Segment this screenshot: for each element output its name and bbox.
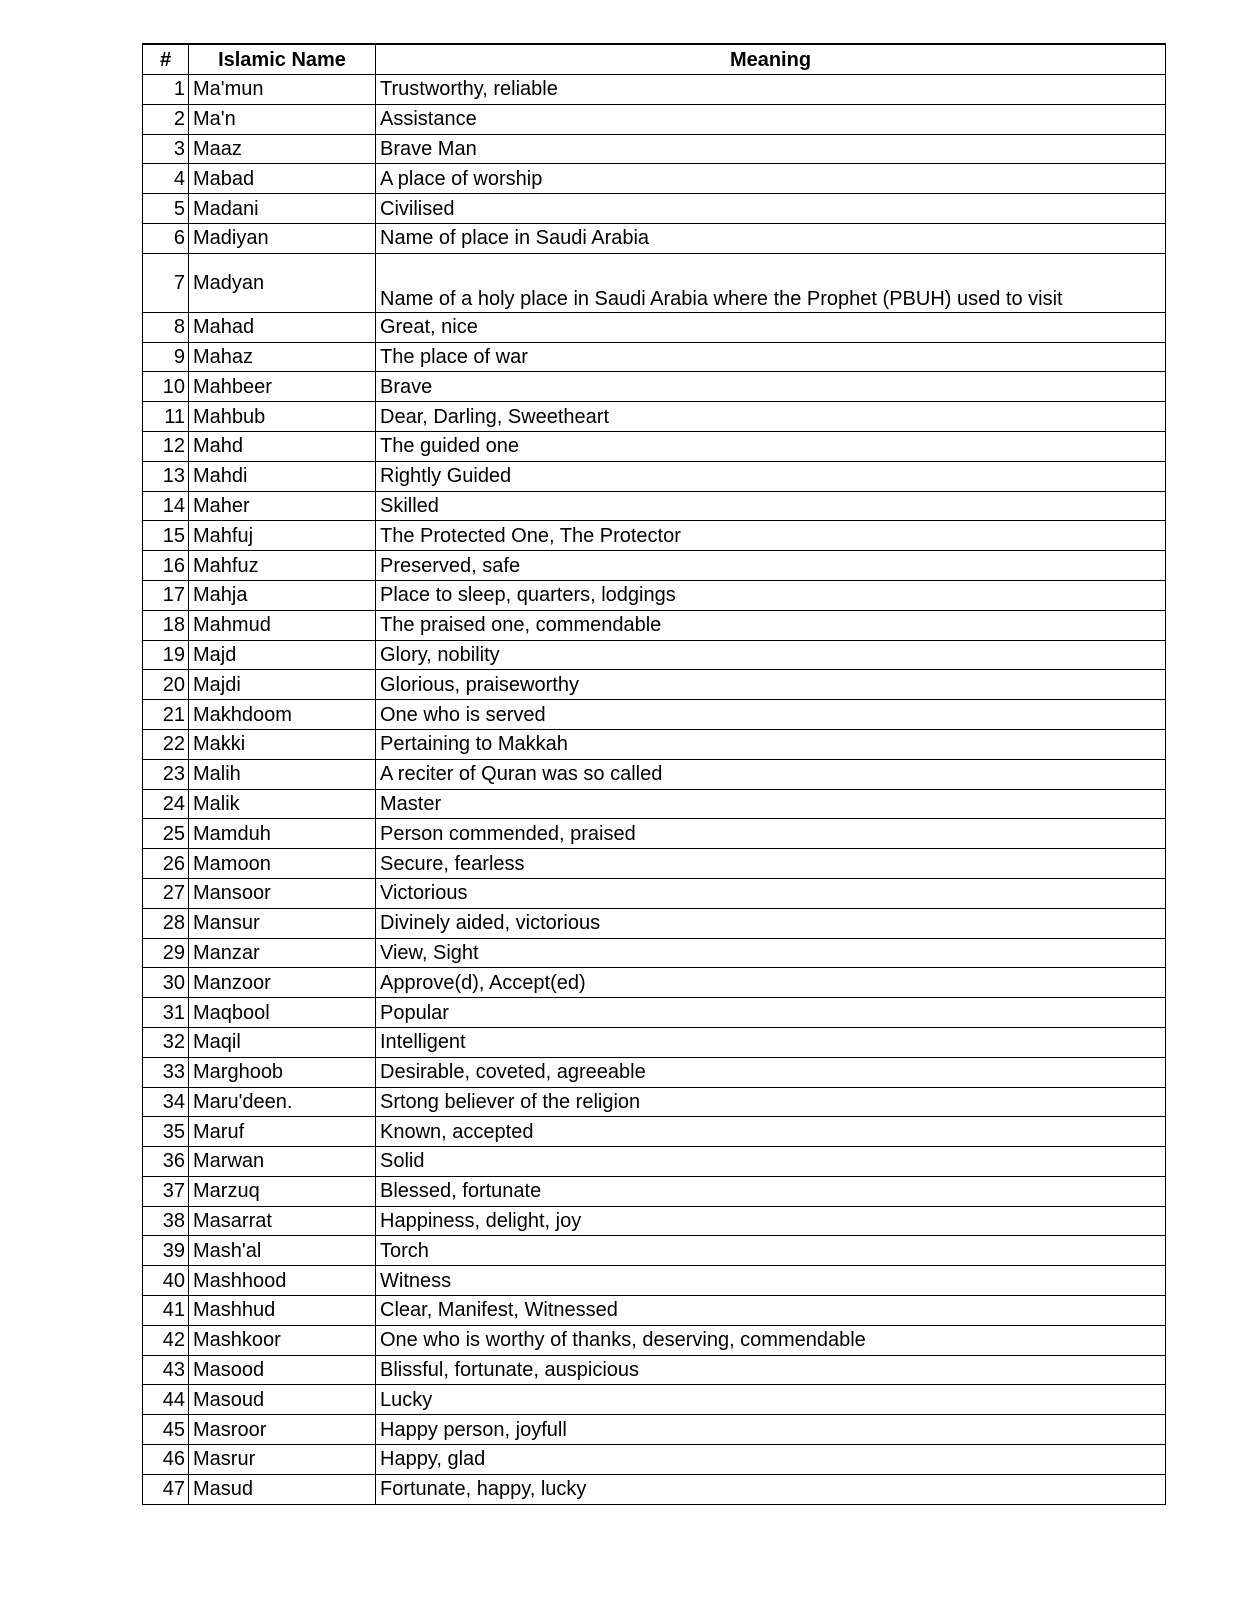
- row-number: 22: [143, 729, 189, 759]
- table-row: [143, 372, 1166, 402]
- name-meaning: The place of war: [376, 342, 1166, 372]
- name-meaning: Assistance: [376, 104, 1166, 134]
- table-row: [143, 729, 1166, 759]
- row-number: 39: [143, 1236, 189, 1266]
- row-number: 33: [143, 1057, 189, 1087]
- islamic-name: Mahfuj: [189, 521, 376, 551]
- name-meaning: Trustworthy, reliable: [376, 75, 1166, 105]
- name-meaning: Fortunate, happy, lucky: [376, 1474, 1166, 1504]
- row-number: 6: [143, 223, 189, 253]
- islamic-name: Masoud: [189, 1385, 376, 1415]
- row-number: 25: [143, 819, 189, 849]
- row-number: 18: [143, 610, 189, 640]
- row-number: 12: [143, 431, 189, 461]
- row-number: 17: [143, 580, 189, 610]
- name-meaning: Happiness, delight, joy: [376, 1206, 1166, 1236]
- row-number: 7: [143, 253, 189, 312]
- name-meaning: Victorious: [376, 878, 1166, 908]
- table-row: [143, 1445, 1166, 1475]
- name-meaning: Place to sleep, quarters, lodgings: [376, 580, 1166, 610]
- islamic-name: Masud: [189, 1474, 376, 1504]
- islamic-name: Maqbool: [189, 998, 376, 1028]
- row-number: 40: [143, 1266, 189, 1296]
- row-number: 26: [143, 849, 189, 879]
- islamic-name: Madyan: [189, 253, 376, 312]
- table-row: [143, 402, 1166, 432]
- table-row: [143, 431, 1166, 461]
- row-number: 2: [143, 104, 189, 134]
- name-meaning: Person commended, praised: [376, 819, 1166, 849]
- islamic-name: Manzar: [189, 938, 376, 968]
- table-row: [143, 1057, 1166, 1087]
- table-row: [143, 878, 1166, 908]
- name-meaning: Intelligent: [376, 1027, 1166, 1057]
- islamic-name: Mashhud: [189, 1296, 376, 1326]
- name-meaning: Brave: [376, 372, 1166, 402]
- table-row: [143, 849, 1166, 879]
- table-row: [143, 461, 1166, 491]
- table-row: [143, 104, 1166, 134]
- islamic-name: Mahmud: [189, 610, 376, 640]
- table-row: [143, 1325, 1166, 1355]
- name-meaning: Pertaining to Makkah: [376, 729, 1166, 759]
- islamic-name: Mahdi: [189, 461, 376, 491]
- table-row: [143, 1206, 1166, 1236]
- name-meaning: Approve(d), Accept(ed): [376, 968, 1166, 998]
- islamic-name: Makki: [189, 729, 376, 759]
- row-number: 19: [143, 640, 189, 670]
- table-row: [143, 938, 1166, 968]
- table-row: [143, 819, 1166, 849]
- name-meaning: Known, accepted: [376, 1117, 1166, 1147]
- name-meaning: Rightly Guided: [376, 461, 1166, 491]
- islamic-name: Madiyan: [189, 223, 376, 253]
- name-meaning: Dear, Darling, Sweetheart: [376, 402, 1166, 432]
- name-meaning: Blissful, fortunate, auspicious: [376, 1355, 1166, 1385]
- table-row: [143, 312, 1166, 342]
- islamic-name: Manzoor: [189, 968, 376, 998]
- islamic-name: Madani: [189, 194, 376, 224]
- islamic-name: Majdi: [189, 670, 376, 700]
- islamic-name: Maqil: [189, 1027, 376, 1057]
- row-number: 44: [143, 1385, 189, 1415]
- name-meaning: A reciter of Quran was so called: [376, 759, 1166, 789]
- table-row: [143, 908, 1166, 938]
- table-row: [143, 1147, 1166, 1177]
- row-number: 20: [143, 670, 189, 700]
- table-row: [143, 1087, 1166, 1117]
- table-row: [143, 164, 1166, 194]
- row-number: 46: [143, 1445, 189, 1475]
- table-row: [143, 75, 1166, 105]
- table-row: [143, 134, 1166, 164]
- name-meaning: Witness: [376, 1266, 1166, 1296]
- column-header-number: #: [143, 44, 189, 75]
- name-meaning: Civilised: [376, 194, 1166, 224]
- row-number: 5: [143, 194, 189, 224]
- name-meaning: Glorious, praiseworthy: [376, 670, 1166, 700]
- islamic-name: Masrur: [189, 1445, 376, 1475]
- islamic-name: Mash'al: [189, 1236, 376, 1266]
- table-row: [143, 194, 1166, 224]
- row-number: 28: [143, 908, 189, 938]
- islamic-name: Makhdoom: [189, 700, 376, 730]
- row-number: 11: [143, 402, 189, 432]
- row-number: 8: [143, 312, 189, 342]
- row-number: 24: [143, 789, 189, 819]
- table-row: [143, 1027, 1166, 1057]
- table-row: [143, 1266, 1166, 1296]
- islamic-name: Mansur: [189, 908, 376, 938]
- table-row: [143, 700, 1166, 730]
- table-row: [143, 998, 1166, 1028]
- row-number: 15: [143, 521, 189, 551]
- islamic-name: Majd: [189, 640, 376, 670]
- row-number: 36: [143, 1147, 189, 1177]
- row-number: 37: [143, 1176, 189, 1206]
- name-meaning: View, Sight: [376, 938, 1166, 968]
- name-meaning: Desirable, coveted, agreeable: [376, 1057, 1166, 1087]
- table-row: [143, 580, 1166, 610]
- table-row: [143, 253, 1166, 312]
- name-meaning: Divinely aided, victorious: [376, 908, 1166, 938]
- table-row: [143, 1355, 1166, 1385]
- name-meaning: Solid: [376, 1147, 1166, 1177]
- islamic-name: Mashhood: [189, 1266, 376, 1296]
- islamic-name: Mamoon: [189, 849, 376, 879]
- islamic-name: Maruf: [189, 1117, 376, 1147]
- islamic-name: Masarrat: [189, 1206, 376, 1236]
- table-row: [143, 1176, 1166, 1206]
- name-meaning: Srtong believer of the religion: [376, 1087, 1166, 1117]
- row-number: 42: [143, 1325, 189, 1355]
- name-meaning: Happy, glad: [376, 1445, 1166, 1475]
- islamic-name: Mahd: [189, 431, 376, 461]
- table-row: [143, 223, 1166, 253]
- islamic-name: Mashkoor: [189, 1325, 376, 1355]
- name-meaning: Secure, fearless: [376, 849, 1166, 879]
- row-number: 10: [143, 372, 189, 402]
- islamic-name: Masroor: [189, 1415, 376, 1445]
- islamic-name: Maaz: [189, 134, 376, 164]
- row-number: 43: [143, 1355, 189, 1385]
- name-meaning: One who is worthy of thanks, deserving, commendable: [376, 1325, 1166, 1355]
- table-row: [143, 759, 1166, 789]
- name-meaning: Brave Man: [376, 134, 1166, 164]
- islamic-name: Mamduh: [189, 819, 376, 849]
- islamic-name: Marzuq: [189, 1176, 376, 1206]
- islamic-name: Mabad: [189, 164, 376, 194]
- islamic-name: Mahaz: [189, 342, 376, 372]
- row-number: 41: [143, 1296, 189, 1326]
- row-number: 34: [143, 1087, 189, 1117]
- islamic-name: Mahbeer: [189, 372, 376, 402]
- row-number: 38: [143, 1206, 189, 1236]
- header-row: [143, 44, 1166, 75]
- table-row: [143, 1385, 1166, 1415]
- name-meaning: Name of a holy place in Saudi Arabia where the Prophet (PBUH) used to visit: [376, 253, 1166, 312]
- row-number: 23: [143, 759, 189, 789]
- islamic-name: Ma'n: [189, 104, 376, 134]
- table-row: [143, 1296, 1166, 1326]
- islamic-name: Maher: [189, 491, 376, 521]
- column-header-meaning: Meaning: [376, 44, 1166, 75]
- islamic-name: Mahja: [189, 580, 376, 610]
- islamic-name: Maru'deen.: [189, 1087, 376, 1117]
- name-meaning: Master: [376, 789, 1166, 819]
- name-meaning: Skilled: [376, 491, 1166, 521]
- table-row: [143, 1236, 1166, 1266]
- name-meaning: Name of place in Saudi Arabia: [376, 223, 1166, 253]
- row-number: 31: [143, 998, 189, 1028]
- row-number: 30: [143, 968, 189, 998]
- islamic-name: Masood: [189, 1355, 376, 1385]
- row-number: 4: [143, 164, 189, 194]
- row-number: 14: [143, 491, 189, 521]
- row-number: 16: [143, 551, 189, 581]
- row-number: 1: [143, 75, 189, 105]
- names-table: [142, 43, 1166, 1505]
- islamic-name: Mahfuz: [189, 551, 376, 581]
- name-meaning: One who is served: [376, 700, 1166, 730]
- row-number: 29: [143, 938, 189, 968]
- row-number: 21: [143, 700, 189, 730]
- name-meaning: Glory, nobility: [376, 640, 1166, 670]
- name-meaning: The Protected One, The Protector: [376, 521, 1166, 551]
- table-row: [143, 1415, 1166, 1445]
- table-row: [143, 1474, 1166, 1504]
- name-meaning: Great, nice: [376, 312, 1166, 342]
- table-row: [143, 491, 1166, 521]
- name-meaning: Popular: [376, 998, 1166, 1028]
- row-number: 32: [143, 1027, 189, 1057]
- column-header-name: Islamic Name: [189, 44, 376, 75]
- islamic-name: Malik: [189, 789, 376, 819]
- islamic-name: Mahad: [189, 312, 376, 342]
- row-number: 45: [143, 1415, 189, 1445]
- table-row: [143, 670, 1166, 700]
- islamic-name: Mansoor: [189, 878, 376, 908]
- table-row: [143, 610, 1166, 640]
- islamic-name: Mahbub: [189, 402, 376, 432]
- islamic-name: Marghoob: [189, 1057, 376, 1087]
- islamic-name: Malih: [189, 759, 376, 789]
- name-meaning: Lucky: [376, 1385, 1166, 1415]
- name-meaning: Torch: [376, 1236, 1166, 1266]
- table-row: [143, 968, 1166, 998]
- table-row: [143, 342, 1166, 372]
- row-number: 35: [143, 1117, 189, 1147]
- name-meaning: Clear, Manifest, Witnessed: [376, 1296, 1166, 1326]
- table-row: [143, 640, 1166, 670]
- table-row: [143, 789, 1166, 819]
- name-meaning: The guided one: [376, 431, 1166, 461]
- table-row: [143, 521, 1166, 551]
- name-meaning: Preserved, safe: [376, 551, 1166, 581]
- row-number: 27: [143, 878, 189, 908]
- table-row: [143, 1117, 1166, 1147]
- islamic-name: Ma'mun: [189, 75, 376, 105]
- name-meaning: Happy person, joyfull: [376, 1415, 1166, 1445]
- islamic-name: Marwan: [189, 1147, 376, 1177]
- row-number: 9: [143, 342, 189, 372]
- name-meaning: The praised one, commendable: [376, 610, 1166, 640]
- name-meaning: Blessed, fortunate: [376, 1176, 1166, 1206]
- row-number: 3: [143, 134, 189, 164]
- row-number: 13: [143, 461, 189, 491]
- row-number: 47: [143, 1474, 189, 1504]
- table-row: [143, 551, 1166, 581]
- name-meaning: A place of worship: [376, 164, 1166, 194]
